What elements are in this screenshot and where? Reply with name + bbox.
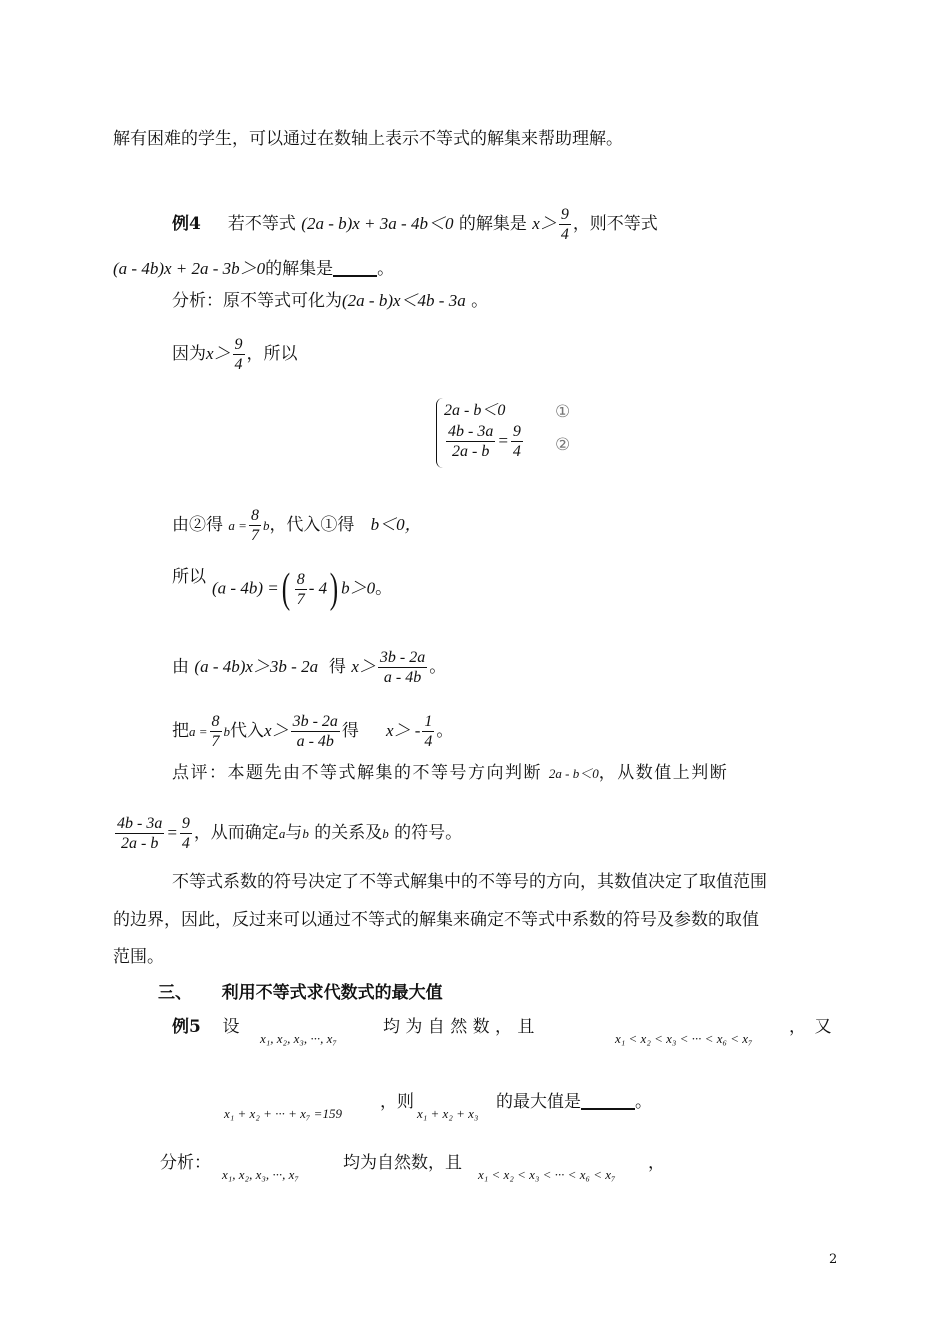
summary-line-2: 的边界，因此，反过来可以通过不等式的解集来确定不等式中系数的符号及参数的取值	[113, 910, 759, 930]
system-brace	[436, 398, 443, 468]
ex5-analysis-chain: x₁ < x₂ < x₃ < ··· < x₆ < x₇	[478, 1167, 616, 1182]
ex5-variables: x₁, x₂, x₃, ···, x₇	[260, 1031, 337, 1046]
system-row-1: 2a - b＜0	[444, 402, 506, 419]
ex5-you: ， 又	[789, 1017, 832, 1037]
example-4-statement-2	[113, 258, 394, 280]
section-3-heading: 三、 利用不等式求代数式的最大值	[158, 983, 443, 1003]
ex5-analysis-end: ，	[648, 1153, 665, 1173]
ex5-answer-blank	[581, 1108, 635, 1110]
ex5-analysis-text: 均为自然数，且	[343, 1153, 462, 1173]
analysis-line-3: 由②得 a = $\frac{8}{7}$ b，代入①得 b＜0，	[172, 507, 422, 544]
ex4-inequality-1: (2a - b)x + 3a - 4b＜0	[301, 214, 454, 233]
analysis-fraction-9-4: $\frac{9}{4}$	[234, 336, 243, 373]
ex5-chain: x₁ < x₂ < x₃ < ··· < x₆ < x₇	[615, 1031, 753, 1046]
example-5-label: 例5	[172, 1017, 201, 1037]
analysis-expr-1: (2a - b)x＜4b - 3a	[342, 291, 466, 310]
ex4-text-3: ，则不等式	[572, 214, 658, 234]
ex4-inequality-2: (a - 4b)x + 2a - 3b＞0	[113, 259, 266, 278]
answer-blank	[333, 275, 377, 277]
comment-line-1: 点评：本题先由不等式解集的不等号方向判断 2a - b＜0，从数值上判断	[172, 763, 729, 783]
analysis-line-2	[172, 335, 298, 374]
example-4-label: 例4	[172, 214, 201, 234]
ex5-analysis-variables: x₁, x₂, x₃, ···, x₇	[222, 1167, 299, 1182]
ex4-end: 。	[377, 259, 395, 279]
analysis-line-6: 把a = $\frac{8}{7}$ b代入x＞ $\frac{3b - 2a}{a - 4b}$ 得 x＞ - $\frac{1}{4}$ 。	[172, 713, 454, 750]
analysis-line-4: 所以	[172, 567, 206, 587]
ex4-text-4: 的解集是	[265, 259, 334, 279]
circled-one-mark: ①	[555, 402, 571, 422]
ex5-natural-numbers: 均 为 自 然 数 ， 且	[383, 1017, 535, 1037]
analysis-label: 分析：原不等式可化为	[172, 291, 342, 311]
circled-two-mark: ②	[555, 435, 571, 455]
ex5-max: 的最大值是 。	[496, 1092, 652, 1112]
ex4-text-2: 的解集是	[458, 214, 527, 234]
ex5-analysis-label: 分析：	[160, 1153, 211, 1173]
analysis-line-4-expr: (a - 4b) =( $\frac{8}{7}$ - 4) b＞0。	[212, 566, 393, 612]
system-fraction-right: $\frac{9}{4}$	[512, 423, 521, 460]
analysis-because: 因为	[172, 344, 206, 364]
ex4-text-1: 若不等式	[227, 214, 296, 234]
summary-line-3: 范围。	[113, 947, 164, 967]
intro-tail-text: 解有困难的学生，可以通过在数轴上表示不等式的解集来帮助理解。	[113, 129, 623, 149]
example-5-statement: 例5 设	[172, 1017, 240, 1037]
fraction-1-4: $\frac{1}{4}$	[424, 713, 433, 750]
analysis-end-1: 。	[471, 291, 489, 311]
comment-line-2: $\frac{4b - 3a}{2a - b}$ = $\frac{9}{4}$ ，从而确定a与b 的关系及b 的符号。	[117, 815, 463, 852]
analysis-so: ，所以	[246, 344, 298, 364]
example-4-statement	[172, 205, 658, 244]
page-number: 2	[829, 1252, 838, 1267]
analysis-line-5: 由 (a - 4b)x＞3b - 2a 得 x＞ $\frac{3b - 2a}{a - 4b}$ 。	[172, 649, 447, 686]
system-row-2: $\frac{4b - 3a}{2a - b}$ = $\frac{9}{4}$	[448, 423, 521, 460]
ex4-solution-fraction: $\frac{9}{4}$	[560, 206, 569, 243]
ex5-sum: x₁ + x₂ + ··· + x₇ =159	[224, 1106, 342, 1121]
fraction-3b-2a-over-a-4b: $\frac{3b - 2a}{a - 4b}$	[379, 649, 426, 686]
system-fraction-left: $\frac{4b - 3a}{2a - b}$	[448, 423, 494, 460]
analysis-x-gt: x＞	[206, 344, 231, 363]
ex5-ze: ，则	[380, 1092, 414, 1112]
ex5-target: x₁ + x₂ + x₃	[417, 1106, 479, 1121]
fraction-8-7: $\frac{8}{7}$	[250, 507, 259, 544]
analysis-line-1	[172, 290, 488, 312]
ex4-solution-lhs: x＞	[532, 214, 557, 233]
summary-line-1: 不等式系数的符号决定了不等式解集中的不等号的方向，其数值决定了取值范围	[172, 872, 767, 892]
